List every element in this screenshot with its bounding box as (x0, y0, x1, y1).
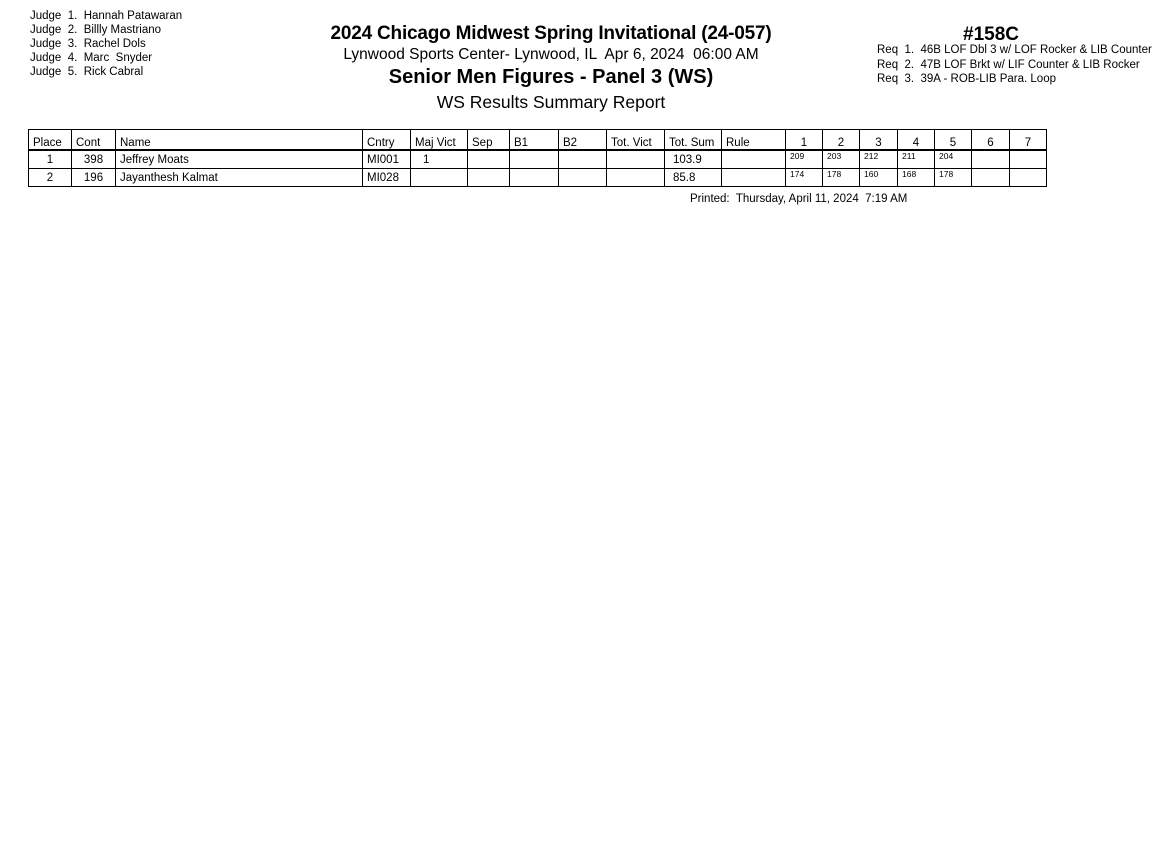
event-number: #158C (963, 24, 1019, 45)
ordinal-cell: 211 (898, 150, 935, 169)
name-cell: Jayanthesh Kalmat (116, 169, 363, 187)
b1-cell (510, 150, 559, 169)
column-header-judge-5: 5 (935, 130, 972, 151)
column-header-cont: Cont (72, 130, 116, 151)
table-row (29, 169, 1047, 187)
judge-1: Judge 1. Hannah Patawaran (30, 10, 183, 22)
cntry-cell: MI001 (363, 150, 411, 169)
place-cell: 1 (29, 150, 72, 169)
ordinal-cell: 204 (935, 150, 972, 169)
maj-vict-cell (411, 169, 468, 187)
column-header-b1: B1 (510, 130, 559, 151)
report-title: WS Results Summary Report (436, 92, 666, 112)
place-cell: 2 (29, 169, 72, 187)
column-header-tot-vict: Tot. Vict (607, 130, 665, 151)
requirement-1: Req 1. 46B LOF Dbl 3 w/ LOF Rocker & LIB Counter (877, 44, 1152, 56)
segment-title: Senior Men Figures - Panel 3 (WS) (388, 66, 714, 88)
column-header-judge-4: 4 (898, 130, 935, 151)
rule-cell (722, 169, 786, 187)
sep-cell (468, 150, 510, 169)
column-header-sep: Sep (468, 130, 510, 151)
column-header-judge-7: 7 (1010, 130, 1047, 151)
report-header (300, 22, 802, 113)
judge-5: Judge 5. Rick Cabral (30, 66, 144, 78)
rule-cell (722, 150, 786, 169)
column-header-place: Place (29, 130, 72, 151)
column-header-judge-3: 3 (860, 130, 898, 151)
ordinal-cell (1010, 169, 1047, 187)
ordinal-cell: 212 (860, 150, 898, 169)
event-title: 2024 Chicago Midwest Spring Invitational (24-057) (330, 23, 772, 44)
ordinal-cell: 178 (823, 169, 860, 187)
tot-sum-cell: 103.9 (665, 150, 722, 169)
name-cell: Jeffrey Moats (116, 150, 363, 169)
cont-cell: 196 (72, 169, 116, 187)
table-header-row (29, 130, 1047, 151)
column-header-b2: B2 (559, 130, 607, 151)
ordinal-cell: 203 (823, 150, 860, 169)
ordinal-cell (972, 169, 1010, 187)
judge-4: Judge 4. Marc Snyder (30, 52, 153, 64)
column-header-cntry: Cntry (363, 130, 411, 151)
requirement-2: Req 2. 47B LOF Brkt w/ LIF Counter & LIB Rocker (877, 58, 1140, 71)
judge-2: Judge 2. Billly Mastriano (30, 24, 162, 36)
ordinal-cell: 209 (786, 150, 823, 169)
ordinal-cell: 160 (860, 169, 898, 187)
tot-vict-cell (607, 150, 665, 169)
cntry-cell: MI028 (363, 169, 411, 187)
ordinal-cell (1010, 150, 1047, 169)
judge-3: Judge 3. Rachel Dols (30, 38, 146, 50)
requirement-3: Req 3. 39A - ROB-LIB Para. Loop (877, 73, 1056, 85)
cont-cell: 398 (72, 150, 116, 169)
column-header-judge-1: 1 (786, 130, 823, 151)
ordinal-cell: 178 (935, 169, 972, 187)
printed-timestamp: Printed: Thursday, April 11, 2024 7:19 AM (690, 193, 908, 205)
column-header-name: Name (116, 130, 363, 151)
b1-cell (510, 169, 559, 187)
table-row (29, 150, 1047, 169)
column-header-judge-6: 6 (972, 130, 1010, 151)
maj-vict-cell: 1 (411, 150, 468, 169)
venue-line: Lynwood Sports Center- Lynwood, IL Apr 6, 2024 06:00 AM (343, 46, 759, 63)
ordinal-cell: 174 (786, 169, 823, 187)
column-header-tot-sum: Tot. Sum (665, 130, 722, 151)
sep-cell (468, 169, 510, 187)
requirements-list (877, 43, 1152, 87)
b2-cell (559, 150, 607, 169)
column-header-maj-vict: Maj Vict (411, 130, 468, 151)
results-table (28, 129, 1047, 187)
tot-sum-cell: 85.8 (665, 169, 722, 187)
column-header-judge-2: 2 (823, 130, 860, 151)
ordinal-cell (972, 150, 1010, 169)
column-header-rule: Rule (722, 130, 786, 151)
tot-vict-cell (607, 169, 665, 187)
ordinal-cell: 168 (898, 169, 935, 187)
b2-cell (559, 169, 607, 187)
judges-list (30, 9, 182, 79)
